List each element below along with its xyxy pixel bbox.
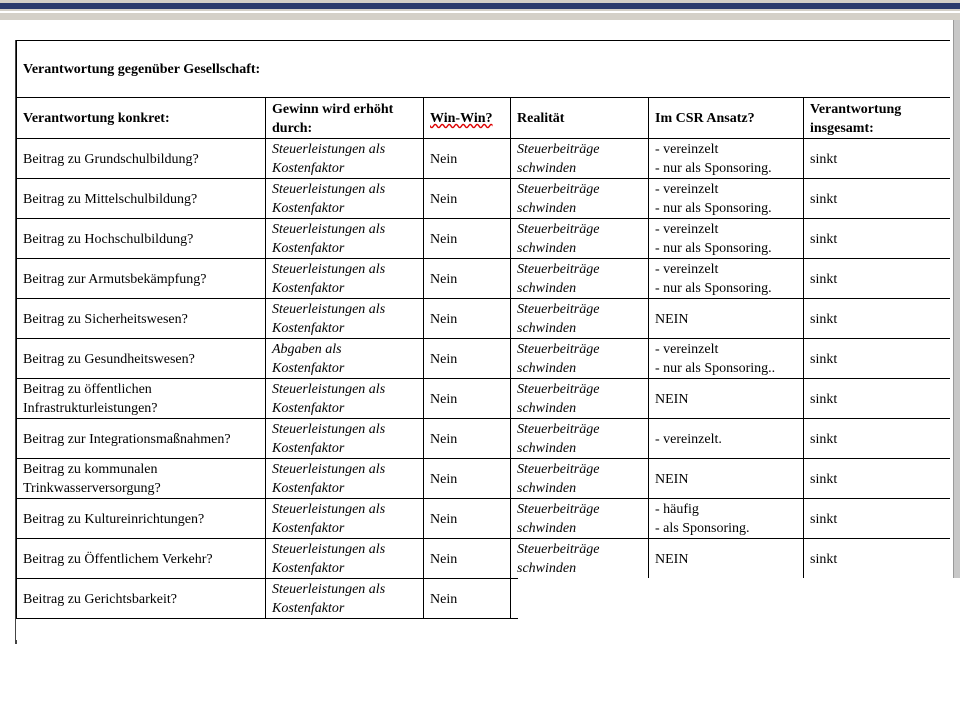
table-row: [17, 379, 951, 419]
table-row: [17, 259, 951, 299]
topic-cell: Beitrag zu Öffentlichem Verkehr?: [17, 539, 266, 579]
win-win-cell: Nein: [424, 539, 511, 579]
cell-line: Kostenfaktor: [272, 401, 345, 416]
cell-line: Steuerleistungen als: [272, 222, 386, 237]
profit-cell: [266, 219, 424, 259]
cell-line: schwinden: [517, 401, 577, 416]
win-win-cell: Nein: [424, 259, 511, 299]
cell-line: schwinden: [517, 161, 577, 176]
profit-cell: [266, 379, 424, 419]
responsibility-cell: sinkt: [804, 299, 951, 339]
title-bar-stripe: [0, 3, 960, 9]
profit-cell: [266, 579, 424, 619]
cell-line: Kostenfaktor: [272, 481, 345, 496]
topic-cell: Beitrag zu Kultureinrichtungen?: [17, 499, 266, 539]
cell-line: - vereinzelt: [655, 342, 719, 357]
cell-line: - vereinzelt: [655, 142, 719, 157]
csr-cell: [649, 299, 804, 339]
header-cell: Im CSR Ansatz?: [649, 98, 804, 139]
table-title: Verantwortung gegenüber Gesellschaft:: [17, 41, 951, 98]
cell-line: Kostenfaktor: [272, 281, 345, 296]
cell-line: Steuerbeiträge: [517, 382, 600, 397]
cell-line: schwinden: [517, 201, 577, 216]
win-win-cell: Nein: [424, 379, 511, 419]
cell-line: Kostenfaktor: [272, 521, 345, 536]
cell-line: NEIN: [655, 471, 689, 487]
topic-cell: Beitrag zu Sicherheitswesen?: [17, 299, 266, 339]
empty-area: [518, 578, 960, 720]
table-row: [17, 499, 951, 539]
cell-line: Steuerleistungen als: [272, 542, 386, 557]
profit-cell: [266, 459, 424, 499]
cell-line: - vereinzelt: [655, 182, 719, 197]
cell-line: NEIN: [655, 391, 689, 407]
topic-cell: Beitrag zu Grundschulbildung?: [17, 139, 266, 179]
reality-cell: [511, 499, 649, 539]
cell-line: - als Sponsoring.: [655, 521, 750, 536]
cell-line: - nur als Sponsoring.: [655, 161, 772, 176]
csr-cell: [649, 259, 804, 299]
cell-line: Kostenfaktor: [272, 201, 345, 216]
reality-cell: [511, 179, 649, 219]
cell-line: schwinden: [517, 561, 577, 576]
win-win-cell: Nein: [424, 299, 511, 339]
cell-line: Kostenfaktor: [272, 561, 345, 576]
cell-line: Steuerbeiträge: [517, 422, 600, 437]
win-win-cell: Nein: [424, 579, 511, 619]
topic-cell: Beitrag zur Integrationsmaßnahmen?: [17, 419, 266, 459]
reality-cell: [511, 139, 649, 179]
win-win-cell: Nein: [424, 179, 511, 219]
responsibility-cell: sinkt: [804, 139, 951, 179]
csr-cell: [649, 499, 804, 539]
cell-line: Steuerbeiträge: [517, 142, 600, 157]
win-win-cell: Nein: [424, 219, 511, 259]
reality-cell: [511, 379, 649, 419]
table-row: [17, 139, 951, 179]
title-bar-highlight: [0, 11, 960, 13]
topic-cell: Beitrag zu Hochschulbildung?: [17, 219, 266, 259]
reality-cell: [511, 219, 649, 259]
responsibility-cell: sinkt: [804, 499, 951, 539]
csr-cell: [649, 139, 804, 179]
cell-line: Steuerbeiträge: [517, 222, 600, 237]
profit-cell: [266, 419, 424, 459]
topic-cell: Beitrag zu Gerichtsbarkeit?: [17, 579, 266, 619]
csr-cell: [649, 419, 804, 459]
win-win-cell: Nein: [424, 459, 511, 499]
cell-line: Steuerleistungen als: [272, 302, 386, 317]
profit-cell: [266, 339, 424, 379]
cell-line: - nur als Sponsoring.: [655, 281, 772, 296]
cell-line: - vereinzelt: [655, 222, 719, 237]
window-title-bar: [0, 0, 960, 20]
win-win-cell: Nein: [424, 139, 511, 179]
cell-line: Steuerleistungen als: [272, 142, 386, 157]
responsibility-cell: sinkt: [804, 259, 951, 299]
topic-cell: Beitrag zur Armutsbekämpfung?: [17, 259, 266, 299]
csr-cell: [649, 539, 804, 579]
csr-cell: [649, 459, 804, 499]
table-title-row: [17, 41, 951, 98]
topic-cell: Beitrag zu kommunalen Trinkwasserversorgung?: [17, 459, 266, 499]
scrollbar[interactable]: [953, 20, 960, 580]
cell-line: Abgaben als: [272, 342, 342, 357]
header-cell: Realität: [511, 98, 649, 139]
reality-cell: [511, 259, 649, 299]
responsibility-cell: sinkt: [804, 459, 951, 499]
table-row: [17, 539, 951, 579]
cell-line: schwinden: [517, 521, 577, 536]
cell-line: Steuerbeiträge: [517, 342, 600, 357]
header-cell-text: Win-Win?: [430, 111, 493, 126]
cell-line: Steuerbeiträge: [517, 542, 600, 557]
profit-cell: [266, 539, 424, 579]
cell-line: Steuerleistungen als: [272, 182, 386, 197]
table-row: [17, 219, 951, 259]
cell-line: Steuerbeiträge: [517, 302, 600, 317]
win-win-cell: Nein: [424, 339, 511, 379]
header-cell: Gewinn wird erhöht durch:: [266, 98, 424, 139]
cell-line: Kostenfaktor: [272, 441, 345, 456]
responsibility-cell: sinkt: [804, 419, 951, 459]
header-cell: Verantwortung insgesamt:: [804, 98, 951, 139]
csr-cell: [649, 339, 804, 379]
cell-line: Steuerbeiträge: [517, 462, 600, 477]
cell-line: - nur als Sponsoring.: [655, 201, 772, 216]
cell-line: Kostenfaktor: [272, 361, 345, 376]
responsibility-cell: sinkt: [804, 539, 951, 579]
topic-cell: Beitrag zu öffentlichen Infrastrukturleistungen?: [17, 379, 266, 419]
cell-line: Steuerleistungen als: [272, 462, 386, 477]
cell-line: Kostenfaktor: [272, 601, 345, 616]
cell-line: Steuerbeiträge: [517, 262, 600, 277]
profit-cell: [266, 299, 424, 339]
header-cell: Verantwortung konkret:: [17, 98, 266, 139]
responsibility-cell: sinkt: [804, 379, 951, 419]
cell-line: Steuerleistungen als: [272, 502, 386, 517]
cell-line: Steuerleistungen als: [272, 582, 386, 597]
cell-line: schwinden: [517, 481, 577, 496]
topic-cell: Beitrag zu Mittelschulbildung?: [17, 179, 266, 219]
cell-line: schwinden: [517, 441, 577, 456]
win-win-cell: Nein: [424, 499, 511, 539]
header-cell: [424, 98, 511, 139]
cell-line: schwinden: [517, 281, 577, 296]
profit-cell: [266, 139, 424, 179]
cell-line: - nur als Sponsoring.: [655, 241, 772, 256]
cell-line: NEIN: [655, 311, 689, 327]
profit-cell: [266, 179, 424, 219]
reality-cell: [511, 339, 649, 379]
cell-line: Kostenfaktor: [272, 161, 345, 176]
reality-cell: [511, 539, 649, 579]
reality-cell: [511, 419, 649, 459]
cell-line: Steuerleistungen als: [272, 382, 386, 397]
responsibility-cell: sinkt: [804, 219, 951, 259]
csr-cell: [649, 179, 804, 219]
responsibility-table: [16, 40, 950, 619]
cell-line: Steuerleistungen als: [272, 262, 386, 277]
win-win-cell: Nein: [424, 419, 511, 459]
table-row: [17, 179, 951, 219]
topic-cell: Beitrag zu Gesundheitswesen?: [17, 339, 266, 379]
cell-line: Kostenfaktor: [272, 241, 345, 256]
cell-line: schwinden: [517, 321, 577, 336]
table-header-row: [17, 98, 951, 139]
cell-line: Steuerbeiträge: [517, 182, 600, 197]
cell-line: schwinden: [517, 241, 577, 256]
cell-line: - vereinzelt.: [655, 431, 722, 447]
cell-line: schwinden: [517, 361, 577, 376]
table-row: [17, 339, 951, 379]
table-row: [17, 299, 951, 339]
cell-line: Steuerbeiträge: [517, 502, 600, 517]
table-row: [17, 419, 951, 459]
cell-line: Kostenfaktor: [272, 321, 345, 336]
cell-line: - vereinzelt: [655, 262, 719, 277]
cell-line: NEIN: [655, 551, 689, 567]
reality-cell: [511, 299, 649, 339]
profit-cell: [266, 499, 424, 539]
reality-cell: [511, 459, 649, 499]
csr-cell: [649, 379, 804, 419]
cell-line: - nur als Sponsoring..: [655, 361, 776, 376]
responsibility-cell: sinkt: [804, 339, 951, 379]
document-page: [16, 40, 950, 640]
profit-cell: [266, 259, 424, 299]
csr-cell: [649, 219, 804, 259]
cell-line: Steuerleistungen als: [272, 422, 386, 437]
table-row: [17, 459, 951, 499]
responsibility-cell: sinkt: [804, 179, 951, 219]
cell-line: - häufig: [655, 502, 699, 517]
